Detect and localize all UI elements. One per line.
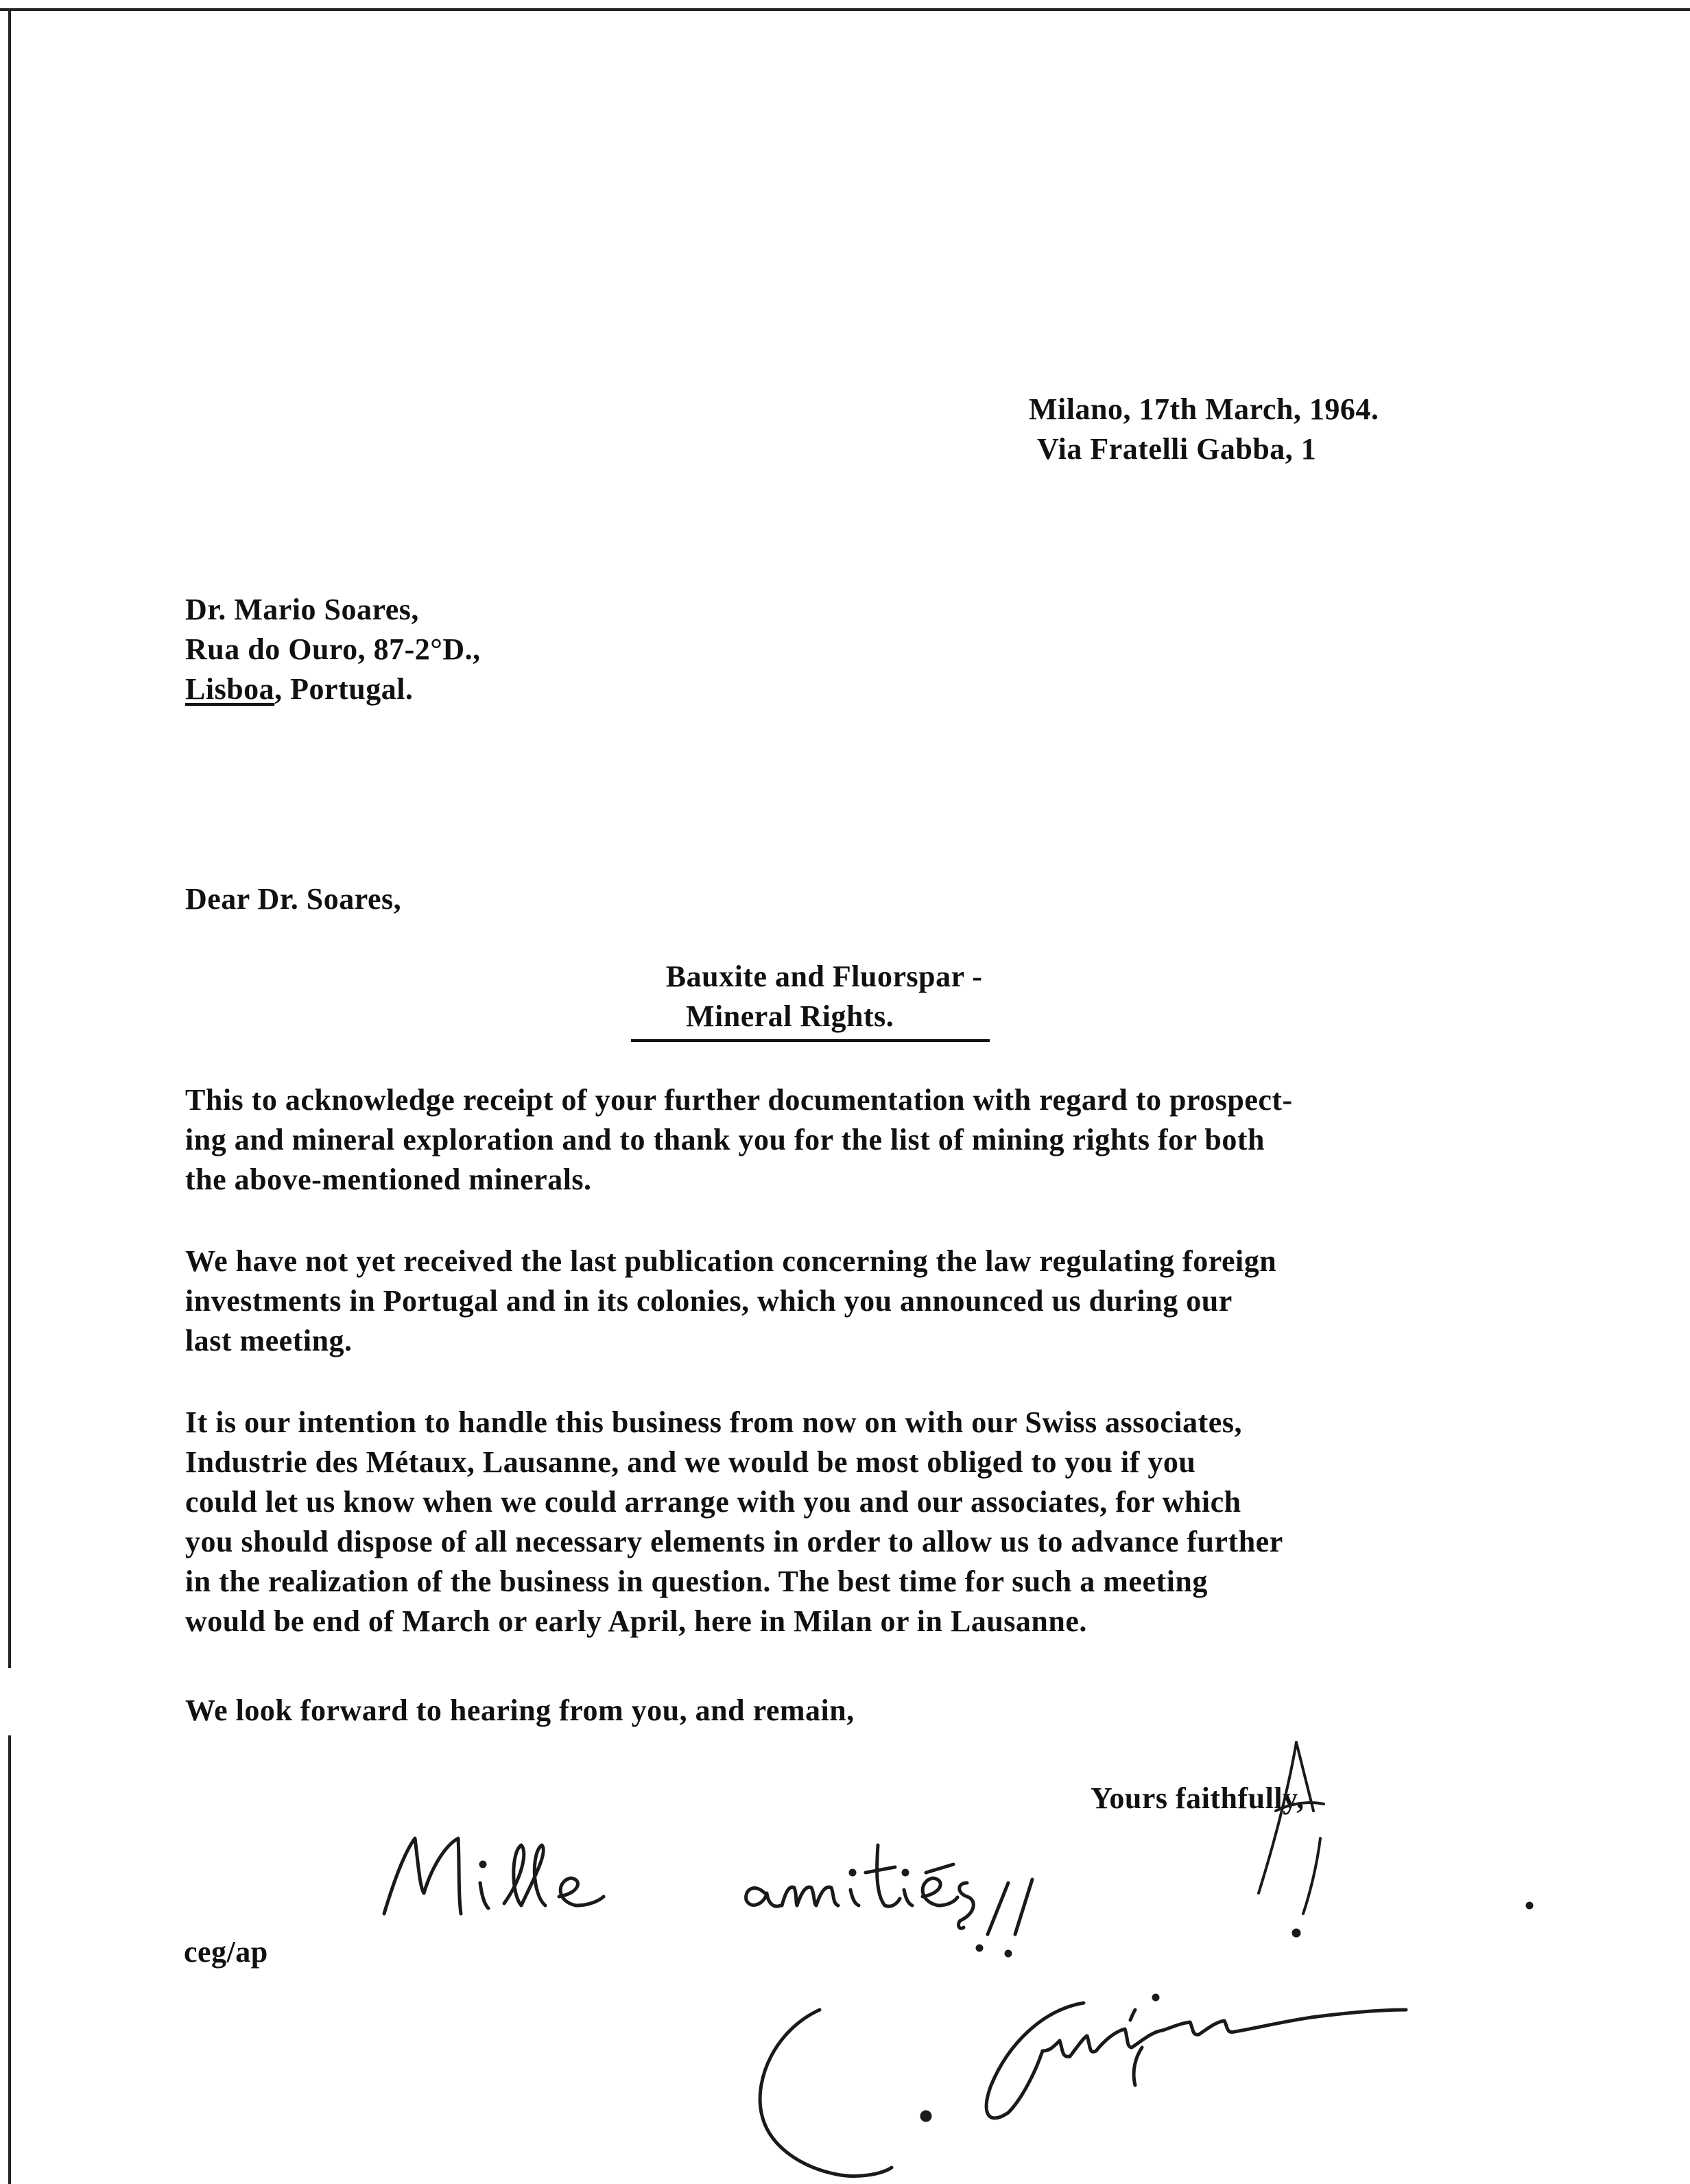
handwritten-signature [760,1995,1406,2176]
recipient-address [185,590,481,709]
subject-heading [658,957,990,1042]
recipient-name: Dr. Mario Soares, [185,593,419,626]
paragraph-line: We look forward to hearing from you, and remain, [185,1694,855,1727]
paragraph-line: We have not yet received the last publication concerning the law regulating foreign [185,1244,1277,1278]
closing: Yours faithfully, [1091,1781,1305,1815]
salutation: Dear Dr. Soares, [185,882,402,916]
paragraph-line: would be end of March or early April, here in Milan or in Lausanne. [185,1604,1087,1638]
reference-initials: ceg/ap [184,1935,268,1969]
paragraph-line: This to acknowledge receipt of your further documentation with regard to prospect- [185,1083,1293,1117]
paragraph-line: investments in Portugal and in its colonies, which you announced us during our [185,1284,1233,1318]
body-paragraph-3 [185,1403,1283,1641]
paragraph-line: last meeting. [185,1324,353,1357]
subject-line-2: Mineral Rights. [631,997,990,1042]
recipient-country: , Portugal. [274,672,414,706]
body-paragraph-1 [185,1080,1293,1200]
scan-border-left [8,8,11,1668]
paragraph-line: Industrie des Métaux, Lausanne, and we would be most obliged to you if you [185,1445,1196,1479]
scan-border-left-lower [8,1735,11,2184]
recipient-city: Lisboa [185,672,275,706]
body-paragraph-2 [185,1242,1276,1361]
subject-line-1: Bauxite and Fluorspar - [665,960,983,993]
paragraph-line: in the realization of the business in question. The best time for such a meeting [185,1565,1208,1598]
date-line: Milano, 17th March, 1964. [1029,392,1379,426]
paragraph-line: ing and mineral exploration and to thank you for the list of mining rights for both [185,1123,1265,1156]
handwritten-note-mille-amities [384,1838,1532,1956]
paragraph-line: the above-mentioned minerals. [185,1163,592,1196]
body-paragraph-4 [185,1691,855,1731]
date-and-address [1029,390,1379,469]
recipient-street: Rua do Ouro, 87-2°D., [185,632,481,666]
recipient-city-line [185,669,481,709]
scan-border-top [0,8,1690,11]
handwritten-exclamation-strokes [1259,1742,1324,1914]
paragraph-line: could let us know when we could arrange with you and our associates, for which [185,1485,1241,1519]
paragraph-line: It is our intention to handle this business from now on with our Swiss associates, [185,1405,1242,1439]
sender-address-line: Via Fratelli Gabba, 1 [1037,432,1317,466]
paragraph-line: you should dispose of all necessary elements in order to allow us to advance further [185,1525,1283,1558]
